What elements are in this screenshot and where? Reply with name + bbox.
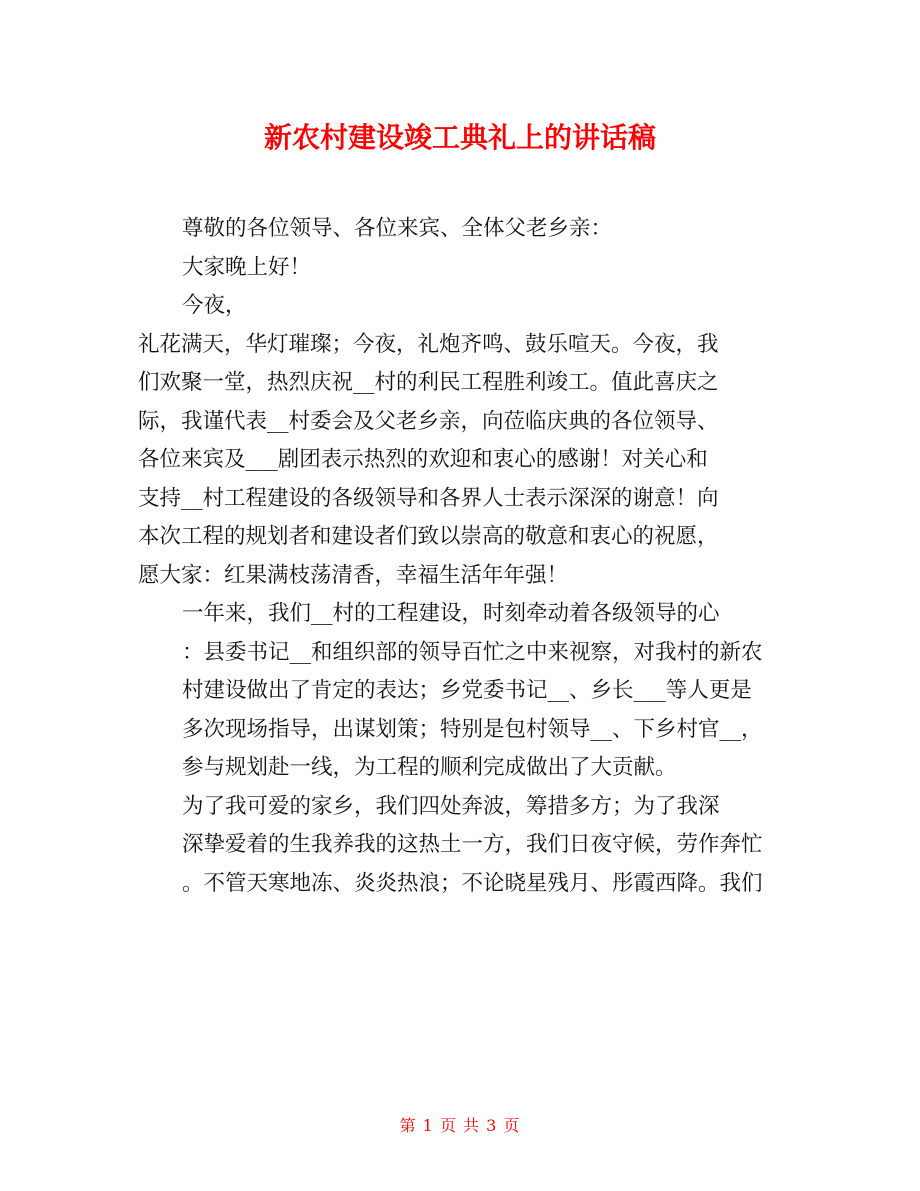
text-line: ：县委书记__和组织部的领导百忙之中来视察，对我村的新农 <box>182 639 763 665</box>
paragraph <box>138 326 786 596</box>
text-line: 支持__村工程建设的各级领导和各界人士表示深深的谢意！向 <box>138 485 719 511</box>
text-line: 今夜， <box>182 293 247 318</box>
text-line: 礼花满天，华灯璀璨；今夜，礼炮齐鸣、鼓乐喧天。今夜，我 <box>138 331 719 357</box>
text-line: 大家晚上好！ <box>182 254 312 280</box>
paragraph <box>138 595 786 788</box>
document-body <box>138 210 786 903</box>
text-line: 村建设做出了肯定的表达；乡党委书记__、乡长___等人更是 <box>182 678 752 703</box>
text-line: 尊敬的各位领导、各位来宾、全体父老乡亲： <box>182 216 613 241</box>
text-line: 参与规划赴一线，为工程的顺利完成做出了大贡献。 <box>182 755 677 780</box>
text-line: 愿大家：红果满枝荡清香，幸福生活年年强！ <box>138 562 569 588</box>
text-line: 。不管天寒地冻、炎炎热浪；不论晓星残月、彤霞西降。我们 <box>182 870 763 896</box>
paragraph <box>138 788 786 904</box>
document-title: 新农村建设竣工典礼上的讲话稿 <box>263 121 656 154</box>
text-line: 多次现场指导，出谋划策；特别是包村领导__、下乡村官__， <box>182 716 763 742</box>
text-line: 际，我谨代表__村委会及父老乡亲，向莅临庆典的各位领导、 <box>138 408 719 434</box>
page-footer: 第 1 页 共 3 页 <box>399 1116 521 1135</box>
paragraph <box>138 210 786 249</box>
text-line: 深挚爱着的生我养我的这热土一方，我们日夜守候，劳作奔忙 <box>182 832 763 857</box>
paragraph <box>138 287 786 326</box>
text-line: 各位来宾及___剧团表示热烈的欢迎和衷心的感谢！对关心和 <box>138 447 708 472</box>
paragraph <box>138 249 786 288</box>
text-line: 一年来，我们__村的工程建设，时刻牵动着各级领导的心 <box>182 601 720 626</box>
text-line: 们欢聚一堂，热烈庆祝__村的利民工程胜利竣工。值此喜庆之 <box>138 370 719 395</box>
text-line: 为了我可爱的家乡，我们四处奔波，筹措多方；为了我深 <box>182 793 720 819</box>
text-line: 本次工程的规划者和建设者们致以崇高的敬意和衷心的祝愿， <box>138 524 719 549</box>
